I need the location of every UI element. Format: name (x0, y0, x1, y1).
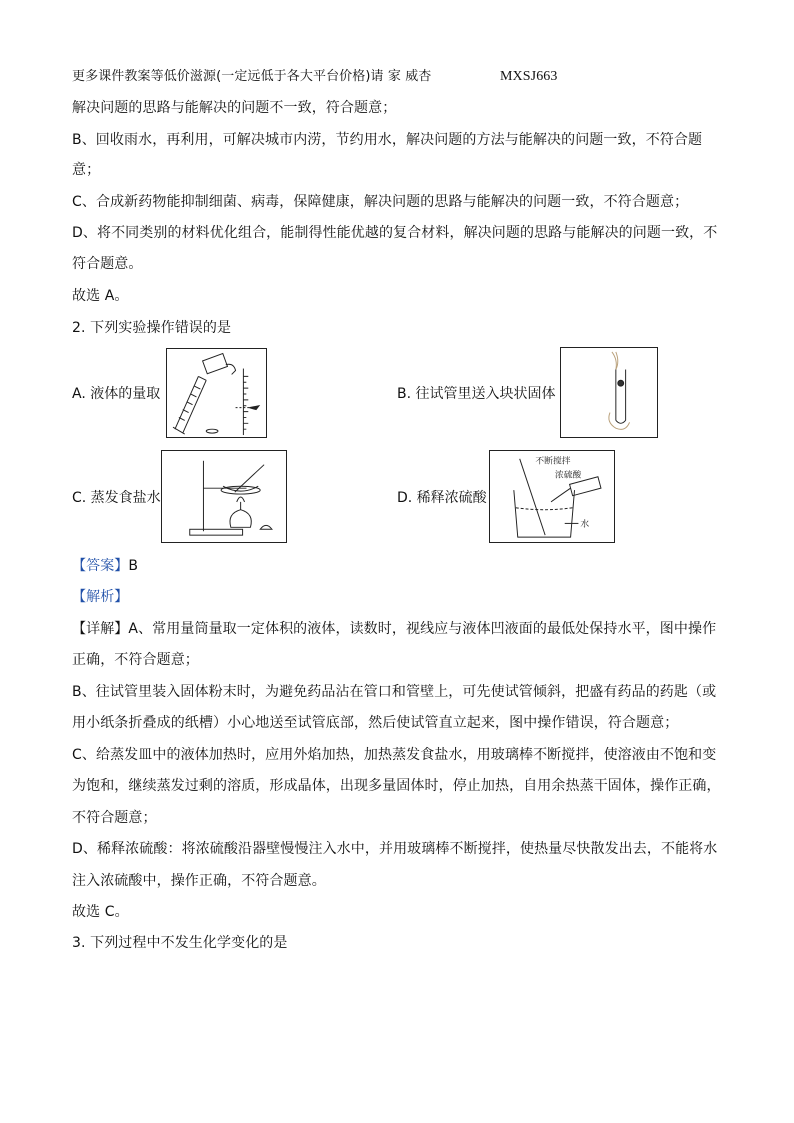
figure-c-evaporation (161, 450, 287, 543)
explanation-b-1: B、往试管里装入固体粉末时，为避免药品沾在管口和管壁上，可先使试管倾斜，把盛有药品的药匙（或 (72, 684, 717, 700)
prev-line-1: 解决问题的思路与能解决的问题不一致，符合题意； (72, 100, 397, 116)
answer-line (72, 556, 138, 576)
prev-conclusion: 故选 A。 (72, 288, 129, 304)
option-c-label: C. 蒸发食盐水 (72, 490, 161, 506)
prev-line-4: C、合成新药物能抑制细菌、病毒，保障健康，解决问题的思路与能解决的问题一致，不符合题意； (72, 194, 689, 210)
header-code: MXSJ663 (500, 69, 558, 84)
explanation-b-2: 用小纸条折叠成的纸槽）小心地送至试管底部，然后使试管直立起来，图中操作错误，符合题意； (72, 715, 679, 731)
prev-line-5: D、将不同类别的材料优化组合，能制得性能优越的复合材料，解决问题的思路与能解决的问题一致，不 (72, 225, 718, 241)
analysis-tag: 【解析】 (72, 589, 129, 605)
graduated-cylinder-illustration (167, 349, 266, 437)
explanation-c-2: 为饱和，继续蒸发过剩的溶质，形成晶体，出现多量固体时，停止加热，自用余热蒸干固体，操作正确， (72, 778, 721, 794)
label-acid: 浓硫酸 (554, 470, 582, 481)
explanation-d-1: D、稀释浓硫酸：将浓硫酸沿器壁慢慢注入水中，并用玻璃棒不断搅拌，使热量尽快散发出去，不能将水 (72, 841, 718, 857)
page-header (72, 67, 558, 87)
detail-tag: 【详解】 (72, 621, 129, 637)
dilution-illustration (490, 451, 614, 542)
explanation-c-1: C、给蒸发皿中的液体加热时，应用外焰加热，加热蒸发食盐水，用玻璃棒不断搅拌，使溶液由不饱和变 (72, 747, 717, 763)
evaporation-illustration (162, 451, 286, 542)
answer-value: B (128, 558, 139, 574)
explanation-line-1 (72, 619, 716, 639)
option-b-label: B. 往试管里送入块状固体 (397, 386, 556, 402)
explanation-a-2: 正确，不符合题意； (72, 652, 199, 668)
explanation-d-2: 注入浓硫酸中，操作正确，不符合题意。 (72, 873, 326, 889)
answer-tag: 【答案】 (72, 558, 129, 574)
question-2-conclusion: 故选 C。 (72, 904, 129, 920)
figure-b-solid-into-test-tube (560, 347, 658, 438)
option-a-label: A. 液体的量取 (72, 386, 161, 402)
prev-line-2: B、回收雨水，再利用，可解决城市内涝，节约用水，解决问题的方法与能解决的问题一致，不符合题 (72, 132, 703, 148)
header-text: 更多课件教案等低价滋源(一定远低于各大平台价格)请 家 威杏 (72, 69, 432, 84)
question-3-title: 3. 下列过程中不发生化学变化的是 (72, 935, 288, 951)
option-d-label: D. 稀释浓硫酸 (397, 490, 487, 506)
prev-line-3: 意； (72, 162, 101, 178)
label-stir: 不断搅拌 (535, 456, 571, 467)
figure-d-dilute-sulfuric-acid (489, 450, 615, 543)
prev-line-6: 符合题意。 (72, 256, 143, 272)
label-water: 水 (580, 519, 590, 530)
figure-a-liquid-measuring (166, 348, 267, 438)
test-tube-illustration (561, 348, 657, 437)
question-2-title: 2. 下列实验操作错误的是 (72, 320, 232, 336)
explanation-a-1: A、常用量筒量取一定体积的液体，读数时，视线应与液体凹液面的最低处保持水平，图中操作 (128, 621, 717, 637)
explanation-c-3: 不符合题意； (72, 810, 157, 826)
